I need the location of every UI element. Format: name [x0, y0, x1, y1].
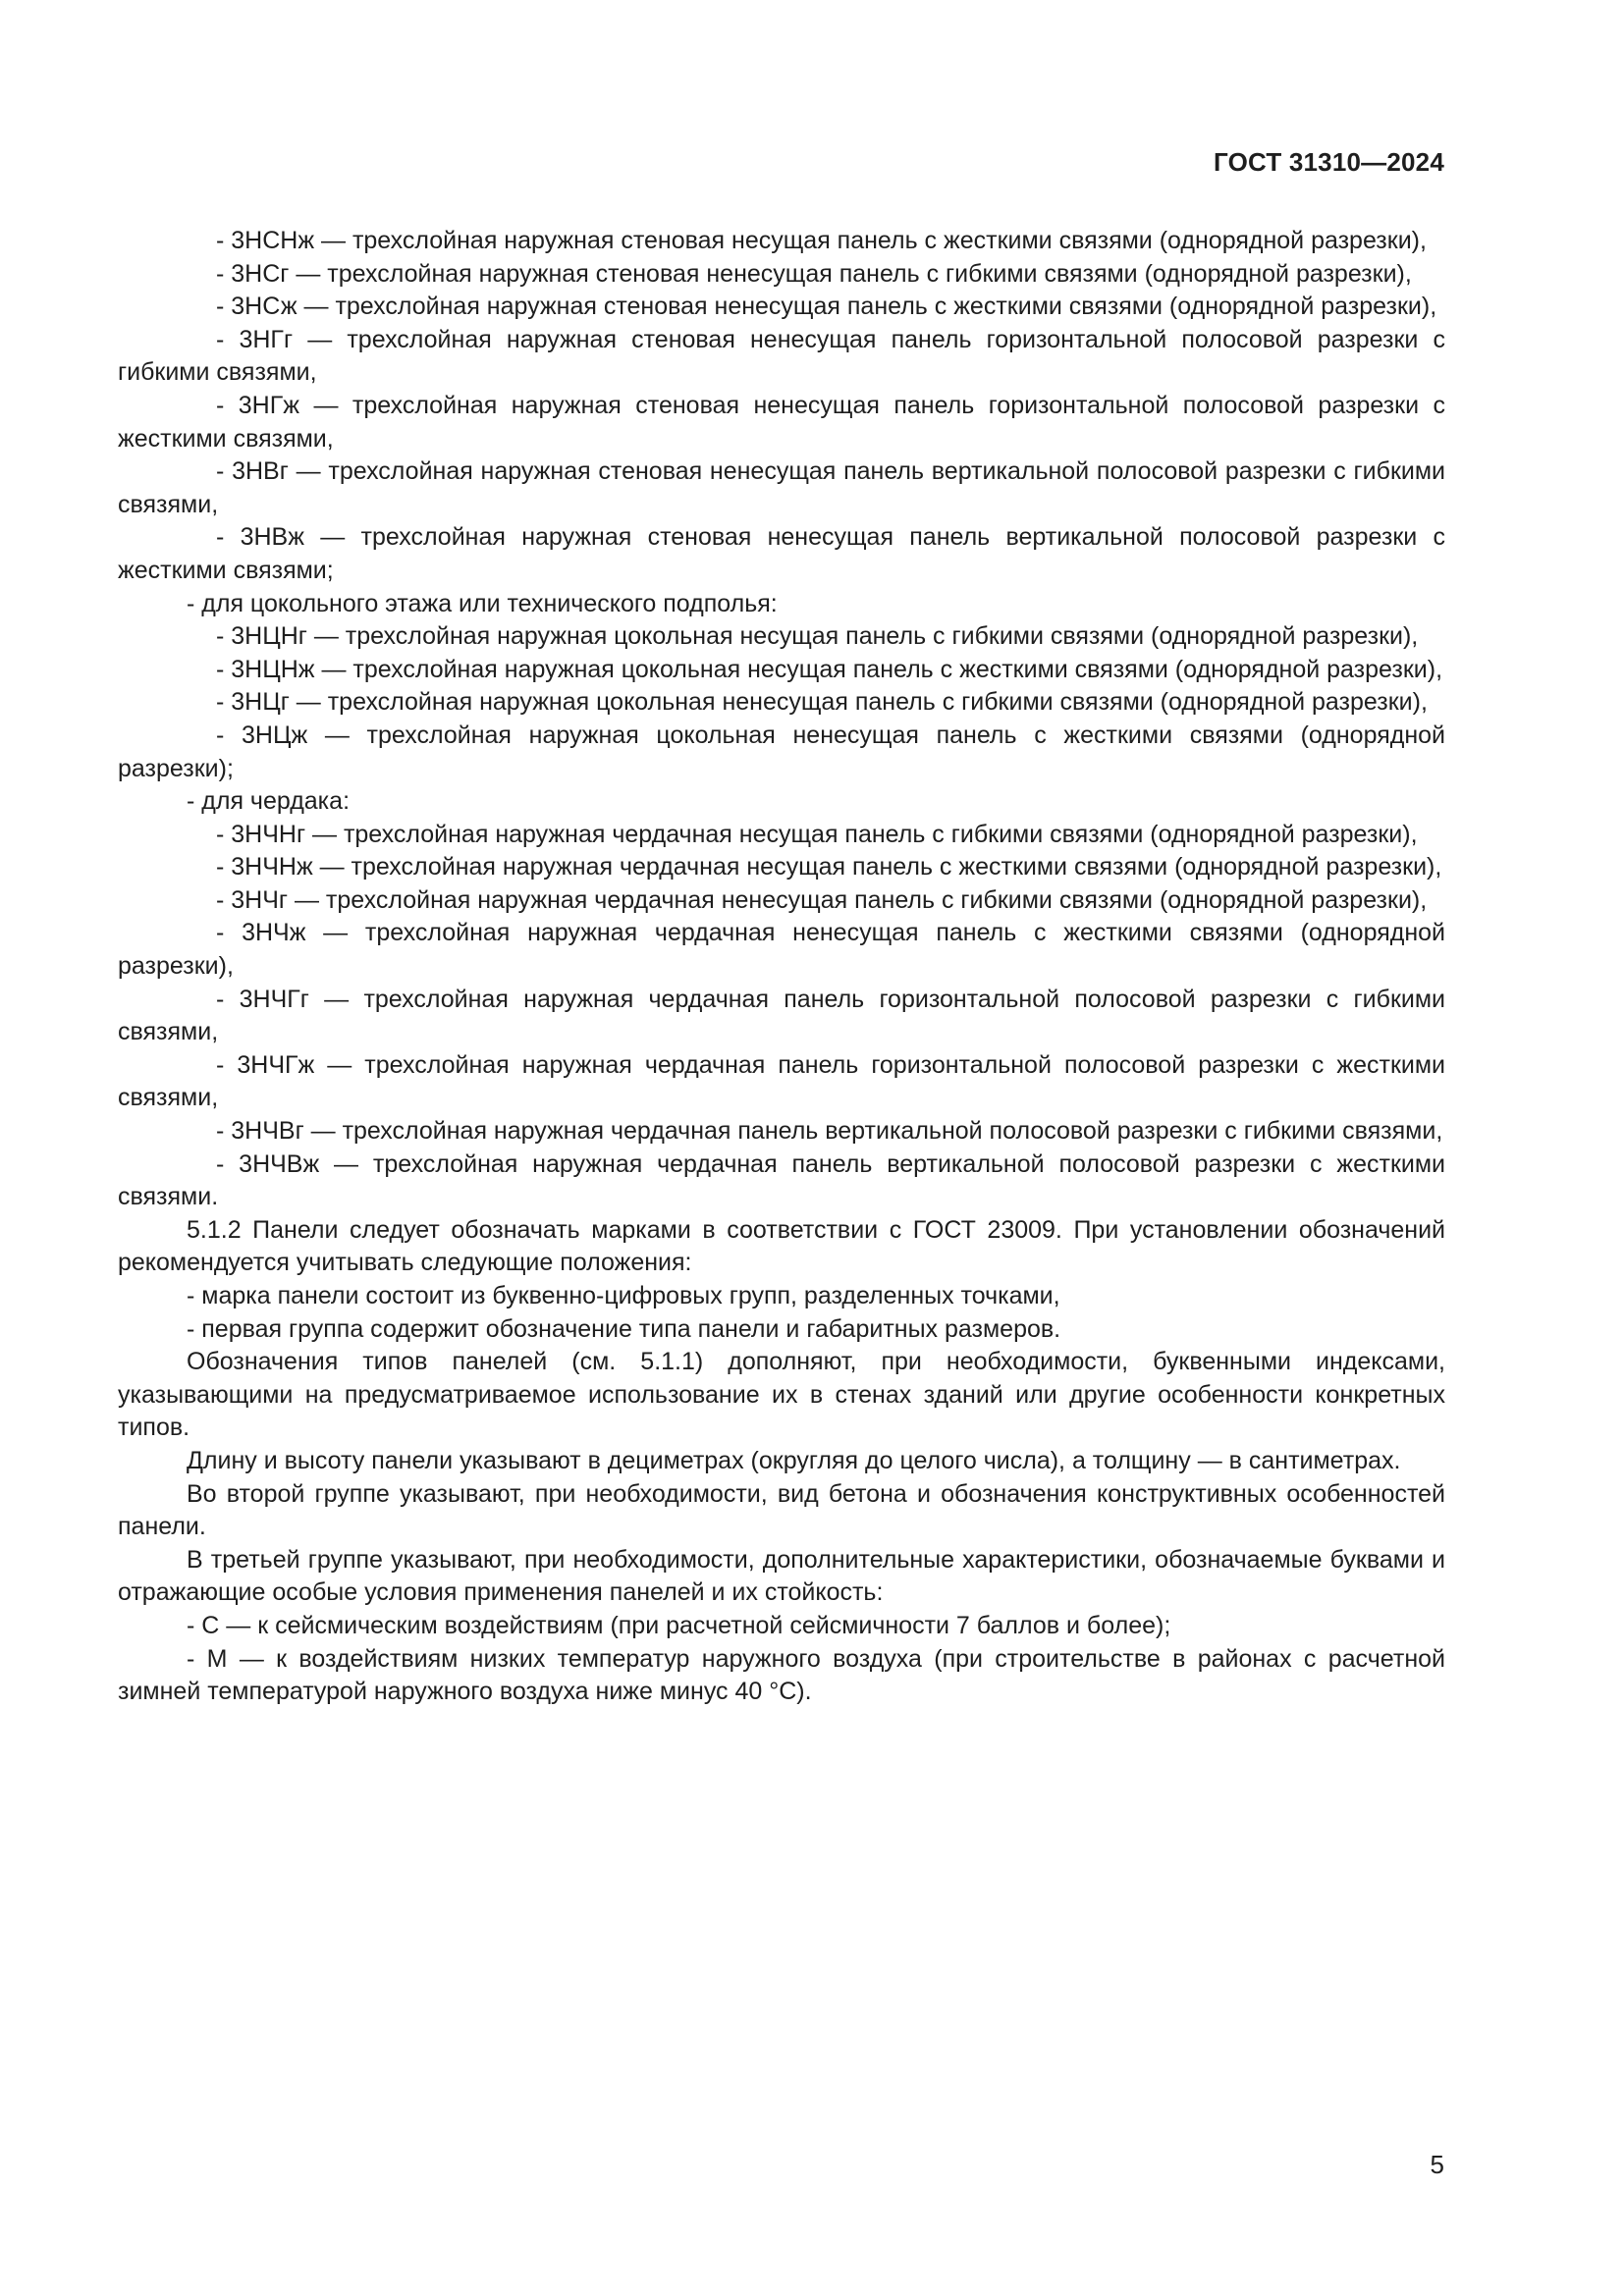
body-paragraph: Длину и высоту панели указывают в дециметрах (округляя до целого числа), а толщину — в сантиметрах. — [187, 1446, 1401, 1474]
list-item: - первая группа содержит обозначение типа панели и габаритных размеров. — [187, 1314, 1061, 1343]
clause-paragraph: 5.1.2 Панели следует обозначать марками в соответствии с ГОСТ 23009. При установлении обозначений рекомендуется учитывать следующие положения: — [118, 1215, 1445, 1277]
document-code-header: ГОСТ 31310—2024 — [1214, 147, 1444, 177]
list-item: - 3НСНж — трехслойная наружная стеновая несущая панель с жесткими связями (однорядной разрезки), — [216, 227, 1427, 254]
list-item: - С — к сейсмическим воздействиям (при расчетной сейсмичности 7 баллов и более); — [187, 1611, 1171, 1639]
list-group-heading: - для цокольного этажа или технического подполья: — [187, 589, 778, 617]
body-paragraph: Обозначения типов панелей (см. 5.1.1) дополняют, при необходимости, буквенными индексами, указывающими на предусматриваемое использование их в стенах зданий или другие особенности конкретных типов. — [118, 1348, 1445, 1442]
list-item: - 3НЦг — трехслойная наружная цокольная ненесущая панель с гибкими связями (однорядной разрезки), — [216, 688, 1428, 717]
list-item: - 3НЧВж — трехслойная наружная чердачная панель вертикальной полосовой разрезки с жесткими связями. — [118, 1149, 1445, 1211]
list-item: - 3НЦНг — трехслойная наружная цокольная несущая панель с гибкими связями (однорядной разрезки), — [216, 622, 1419, 651]
list-item: - 3НВг — трехслойная наружная стеновая ненесущая панель вертикальной полосовой разрезки с гибкими связями, — [118, 457, 1445, 518]
list-group-heading: - для чердака: — [187, 787, 351, 816]
list-item: - 3НЧж — трехслойная наружная чердачная ненесущая панель с жесткими связями (однорядной разрезки), — [118, 919, 1445, 981]
list-item: - 3НВж — трехслойная наружная стеновая ненесущая панель вертикальной полосовой разрезки с жесткими связями; — [118, 523, 1445, 584]
list-item: - 3НЦНж — трехслойная наружная цокольная несущая панель с жесткими связями (однорядной разрезки), — [216, 655, 1443, 683]
list-item: - 3НЦж — трехслойная наружная цокольная ненесущая панель с жесткими связями (однорядной разрезки); — [118, 721, 1445, 782]
list-item: - 3НСж — трехслойная наружная стеновая ненесущая панель с жесткими связями (однорядной разрезки), — [216, 293, 1437, 321]
body-paragraph: Во второй группе указывают, при необходимости, вид бетона и обозначения конструктивных особенностей панели. — [118, 1479, 1445, 1541]
list-item: - М — к воздействиям низких температур наружного воздуха (при строительстве в районах с расчетной зимней температурой наружного воздуха ниже минус 40 °С). — [118, 1644, 1445, 1706]
list-item: - 3НЧГг — трехслойная наружная чердачная панель горизонтальной полосовой разрезки с гибкими связями, — [118, 985, 1445, 1046]
list-item: - 3НЧНж — трехслойная наружная чердачная несущая панель с жесткими связями (однорядной разрезки), — [216, 853, 1442, 881]
list-item: - 3НЧГж — трехслойная наружная чердачная панель горизонтальной полосовой разрезки с жесткими связями, — [118, 1050, 1445, 1112]
list-item: - 3НГж — трехслойная наружная стеновая ненесущая панель горизонтальной полосовой разрезки с жесткими связями, — [118, 391, 1445, 453]
body-paragraph: В третьей группе указывают, при необходимости, дополнительные характеристики, обозначаемые буквами и отражающие особые условия применения панелей и их стойкость: — [118, 1545, 1445, 1607]
list-item: - марка панели состоит из буквенно-цифровых групп, разделенных точками, — [187, 1282, 1060, 1309]
page-number: 5 — [1430, 2150, 1444, 2179]
list-item: - 3НГг — трехслойная наружная стеновая ненесущая панель горизонтальной полосовой разрезки с гибкими связями, — [118, 325, 1445, 387]
document-body — [118, 225, 1445, 1709]
list-item: - 3НЧВг — трехслойная наружная чердачная панель вертикальной полосовой разрезки с гибкими связями, — [216, 1117, 1443, 1146]
list-item: - 3НЧНг — трехслойная наружная чердачная несущая панель с гибкими связями (однорядной разрезки), — [216, 820, 1418, 848]
list-item: - 3НЧг — трехслойная наружная чердачная ненесущая панель с гибкими связями (однорядной разрезки), — [216, 885, 1428, 914]
list-item: - 3НСг — трехслойная наружная стеновая ненесущая панель с гибкими связями (однорядной разрезки), — [216, 259, 1412, 288]
